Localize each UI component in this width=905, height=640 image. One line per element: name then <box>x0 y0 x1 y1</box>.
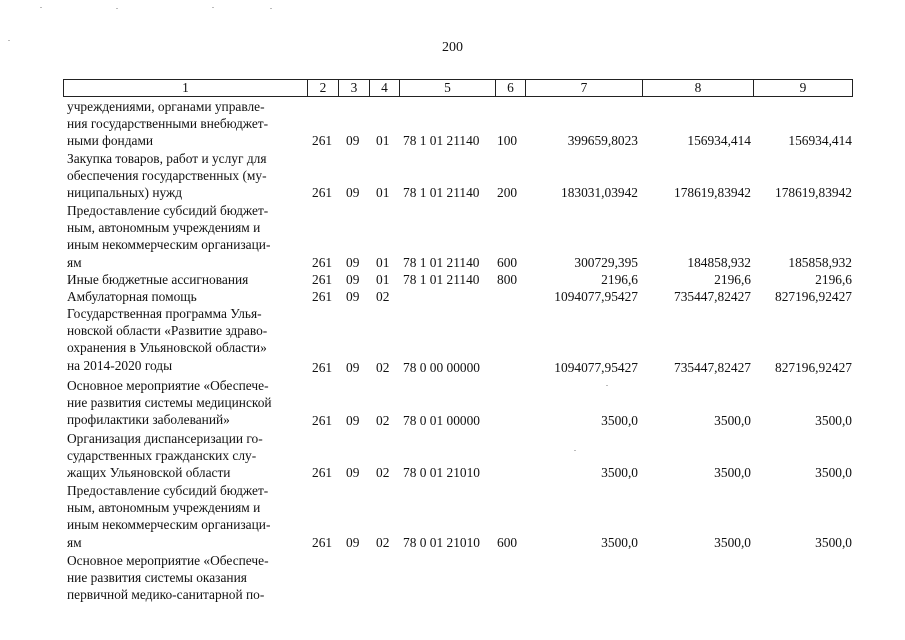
description-line: иным некоммерческим организаци- <box>67 517 271 533</box>
column-header-1: 1 <box>64 80 308 97</box>
cell-amount-col9: 3500,0 <box>815 535 852 550</box>
description-line: ными фондами <box>67 133 154 149</box>
cell-amount-col7: 300729,395 <box>574 254 638 270</box>
row-description <box>67 482 303 551</box>
cell-amount-col9: 3500,0 <box>815 413 852 428</box>
cell-subsection: 01 <box>376 185 390 201</box>
cell-target-code: 78 0 01 00000 <box>403 413 480 428</box>
cell-amount-col9: 185858,932 <box>788 254 852 270</box>
cell-amount-col8: 735447,82427 <box>674 289 751 304</box>
description-line: Закупка товаров, работ и услуг для <box>67 151 267 166</box>
cell-amount-col7: 1094077,95427 <box>554 289 638 304</box>
scan-speck <box>8 40 10 41</box>
cell-section: 09 <box>346 465 360 480</box>
description-line: Иные бюджетные ассигнования <box>67 272 249 287</box>
column-header-7: 7 <box>526 80 643 97</box>
cell-expense-type: 100 <box>497 133 518 149</box>
description-line: охранения в Ульяновской области» <box>67 340 267 356</box>
scan-speck <box>116 8 118 9</box>
cell-section: 09 <box>346 413 360 428</box>
cell-target-code: 78 1 01 21140 <box>403 133 480 149</box>
cell-subsection: 02 <box>376 465 390 480</box>
cell-ved: 261 <box>312 360 333 375</box>
cell-amount-col8: 184858,932 <box>687 254 751 270</box>
cell-subsection: 01 <box>376 254 390 270</box>
description-line: ние развития системы медицинской <box>67 395 272 411</box>
description-line: ние развития системы оказания <box>67 570 247 586</box>
row-description <box>67 271 303 288</box>
cell-ved: 261 <box>312 133 333 149</box>
cell-expense-type: 600 <box>497 254 518 270</box>
description-line: первичной медико-санитарной по- <box>67 587 265 603</box>
cell-subsection: 01 <box>376 272 390 287</box>
description-line: ным, автономным учреждениям и <box>67 500 261 516</box>
cell-amount-col7: 3500,0 <box>601 535 638 550</box>
cell-section: 09 <box>346 272 360 287</box>
description-line: Государственная программа Улья- <box>67 306 262 321</box>
cell-expense-type: 200 <box>497 185 518 201</box>
cell-amount-col9: 3500,0 <box>815 465 852 480</box>
column-header-3: 3 <box>339 80 370 97</box>
scan-speck <box>270 8 272 9</box>
cell-ved: 261 <box>312 535 333 550</box>
cell-section: 09 <box>346 535 360 550</box>
cell-amount-col8: 3500,0 <box>714 535 751 550</box>
description-line: Основное мероприятие «Обеспече- <box>67 378 269 393</box>
cell-ved: 261 <box>312 465 333 480</box>
cell-ved: 261 <box>312 272 333 287</box>
description-line: Организация диспансеризации го- <box>67 431 263 446</box>
cell-subsection: 01 <box>376 133 390 149</box>
cell-subsection: 02 <box>376 535 390 550</box>
description-line: ям <box>67 254 82 270</box>
cell-ved: 261 <box>312 289 333 304</box>
cell-ved: 261 <box>312 254 333 270</box>
cell-target-code: 78 1 01 21140 <box>403 272 480 287</box>
cell-section: 09 <box>346 289 360 304</box>
description-line: учреждениями, органами управле- <box>67 99 265 114</box>
cell-amount-col7: 1094077,95427 <box>554 360 638 375</box>
cell-amount-col8: 3500,0 <box>714 413 751 428</box>
column-header-8: 8 <box>643 80 754 97</box>
description-line: ям <box>67 534 82 550</box>
cell-amount-col9: 827196,92427 <box>775 289 852 304</box>
scan-speck <box>606 385 608 386</box>
cell-amount-col7: 2196,6 <box>601 272 638 287</box>
row-description <box>67 552 303 604</box>
scan-speck <box>40 7 42 8</box>
cell-amount-col8: 2196,6 <box>714 272 751 287</box>
row-description <box>67 288 303 305</box>
row-description <box>67 150 303 202</box>
cell-subsection: 02 <box>376 289 390 304</box>
page-number: 200 <box>442 40 463 55</box>
row-description <box>67 202 303 271</box>
cell-amount-col8: 156934,414 <box>687 133 751 149</box>
cell-ved: 261 <box>312 185 333 201</box>
column-header-4: 4 <box>370 80 400 97</box>
description-line: ниципальных) нужд <box>67 185 183 201</box>
description-line: Предоставление субсидий бюджет- <box>67 483 269 498</box>
cell-amount-col8: 178619,83942 <box>674 185 751 201</box>
cell-subsection: 02 <box>376 413 390 428</box>
cell-amount-col7: 3500,0 <box>601 413 638 428</box>
cell-subsection: 02 <box>376 360 390 375</box>
row-description <box>67 98 303 150</box>
cell-target-code: 78 0 00 00000 <box>403 360 480 375</box>
description-line: сударственных гражданских слу- <box>67 448 257 464</box>
cell-amount-col8: 3500,0 <box>714 465 751 480</box>
cell-amount-col7: 3500,0 <box>601 465 638 480</box>
description-line: Предоставление субсидий бюджет- <box>67 203 269 218</box>
column-header-5: 5 <box>400 80 496 97</box>
cell-target-code: 78 0 01 21010 <box>403 465 480 480</box>
row-description <box>67 305 303 374</box>
cell-amount-col8: 735447,82427 <box>674 360 751 375</box>
cell-section: 09 <box>346 185 360 201</box>
scan-speck <box>212 7 214 8</box>
cell-amount-col9: 827196,92427 <box>775 360 852 375</box>
cell-section: 09 <box>346 360 360 375</box>
description-line: профилактики заболеваний» <box>67 412 230 428</box>
description-line: иным некоммерческим организаци- <box>67 237 271 253</box>
cell-ved: 261 <box>312 413 333 428</box>
description-line: Основное мероприятие «Обеспече- <box>67 553 269 568</box>
scan-speck <box>574 450 576 451</box>
cell-section: 09 <box>346 133 360 149</box>
cell-expense-type: 600 <box>497 535 518 550</box>
description-line: на 2014-2020 годы <box>67 357 173 373</box>
cell-amount-col9: 2196,6 <box>815 272 852 287</box>
cell-expense-type: 800 <box>497 272 518 287</box>
description-line: ным, автономным учреждениям и <box>67 220 261 236</box>
cell-amount-col7: 183031,03942 <box>561 185 638 201</box>
cell-target-code: 78 0 01 21010 <box>403 535 480 550</box>
description-line: обеспечения государственных (му- <box>67 168 267 184</box>
row-description <box>67 430 303 482</box>
cell-amount-col9: 156934,414 <box>788 133 852 149</box>
cell-target-code: 78 1 01 21140 <box>403 185 480 201</box>
description-line: жащих Ульяновской области <box>67 465 231 481</box>
column-header-6: 6 <box>496 80 526 97</box>
description-line: ния государственными внебюджет- <box>67 116 269 132</box>
cell-target-code: 78 1 01 21140 <box>403 254 480 270</box>
description-line: Амбулаторная помощь <box>67 289 197 304</box>
row-description <box>67 377 303 429</box>
description-line: новской области «Развитие здраво- <box>67 323 268 339</box>
cell-amount-col7: 399659,8023 <box>567 133 638 149</box>
cell-amount-col9: 178619,83942 <box>775 185 852 201</box>
column-header-9: 9 <box>754 80 853 97</box>
cell-section: 09 <box>346 254 360 270</box>
column-header-2: 2 <box>308 80 339 97</box>
